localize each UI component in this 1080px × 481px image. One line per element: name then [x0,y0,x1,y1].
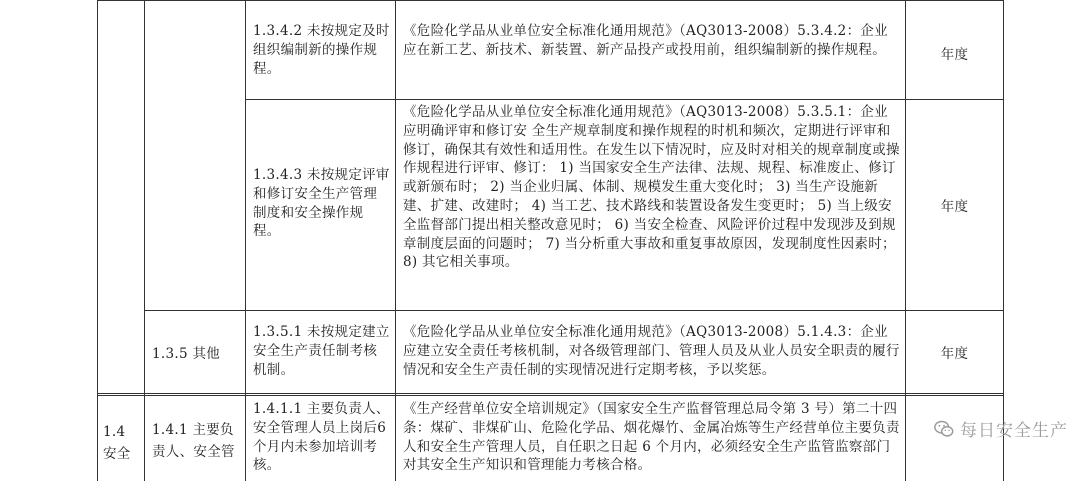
item-cell: 1.4.1.1 主要负责人、安全管理人员上岗后6个月内未参加培训考核。 [253,401,390,474]
col-border [245,0,246,481]
row-divider [144,310,1003,311]
basis-cell: 《危险化学品从业单位安全标准化通用规范》（AQ3013-2008）5.3.4.2：企业应在新工艺、新技术、新装置、新产品投产或投用前，组织编制新的操作规程。 [403,23,888,58]
table-border-top [97,0,1003,1]
row-divider [97,393,1003,394]
col-border [395,0,396,481]
basis-cell: 《危险化学品从业单位安全标准化通用规范》（AQ3013-2008）5.3.5.1：企业应明确评审和修订安 全生产规章制度和操作规程的时机和频次，定期进行评审和修订，确保其有效性和适用性。在发生以下情况时，应及时对相关的规章制度或操作规程进行评审、修订： 1) 当国家安全生产法律、法规、规程、标准废止、修订或新颁布时； 2) 当企业归属、体制、规模发生重大变化时； 3) 当生产设施新建、扩建、改建时； 4) 当工艺、技术路线和装置设备发生变更时； 5) 当上级安全监督部门提出相关整改意见时； 6) 当安全检查、风险评价过程中发现涉及到规章制度层面的问题时； 7) 当分析重大事故和重复事故原因，发现制度性因素时； 8) 其它相关事项。 [403,104,900,271]
row-divider [97,395,1003,396]
wechat-icon [933,418,955,440]
frequency-cell: 年度 [940,346,969,362]
subcategory-cell: 1.4.1 主要负责人、安全管 [152,422,235,460]
item-cell: 1.3.5.1 未按规定建立安全生产责任制考核机制。 [253,324,390,378]
watermark-text: 每日安全生产 [960,421,1068,441]
col-border [144,0,145,481]
category-cell: 1.4 安全 [103,424,131,462]
item-cell: 1.3.4.2 未按规定及时组织编制新的操作规程。 [253,23,390,77]
frequency-cell: 年度 [940,47,969,63]
item-cell: 1.3.4.3 未按规定评审和修订安全生产管理制度和安全操作规程。 [253,167,390,240]
subcategory-cell: 1.3.5 其他 [152,346,221,362]
frequency-cell: 年度 [940,199,969,215]
basis-cell: 《生产经营单位安全培训规定》（国家安全生产监督管理总局令第 3 号）第二十四条：煤矿、非煤矿山、危险化学品、烟花爆竹、金属冶炼等生产经营单位主要负责人和安全生产管理人员，自任职之日起 6 个月内，必须经安全生产监管监察部门对其安全生产知识和管理能力考核合格。 [403,401,900,474]
watermark [933,416,1068,441]
basis-cell: 《危险化学品从业单位安全标准化通用规范》（AQ3013-2008）5.1.4.3：企业应建立安全责任考核机制，对各级管理部门、管理人员及从业人员安全职责的履行情况和安全生产责任制的实现情况进行定期考核，予以奖惩。 [403,324,900,378]
col-border-right [1003,0,1004,481]
col-border [905,0,906,481]
col-border-left [97,0,98,481]
row-divider [245,99,1003,100]
